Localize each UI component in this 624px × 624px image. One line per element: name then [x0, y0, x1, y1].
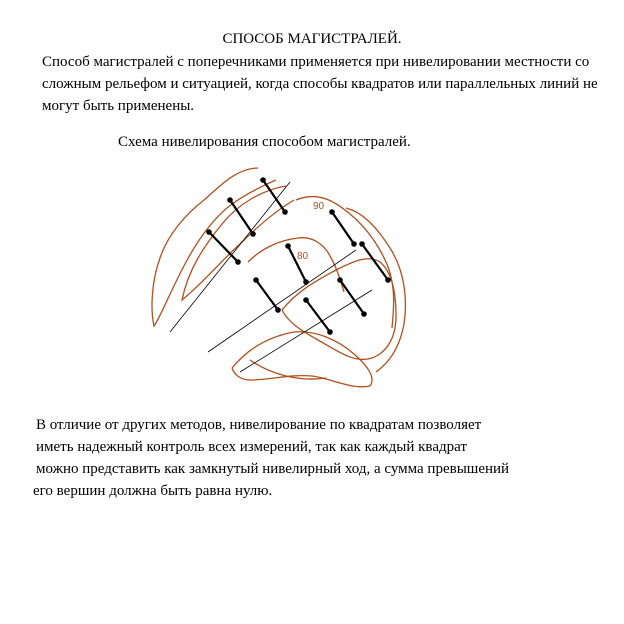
conclusion-paragraph — [33, 414, 621, 502]
contour-label-80: 80 — [297, 251, 309, 262]
main-traverse-1 — [170, 182, 290, 332]
contour-90 — [296, 197, 394, 328]
main-traverses — [170, 182, 372, 372]
conclusion-line-3: можно представить как замкнутый нивелирный ход, а сумма превышений — [36, 461, 510, 477]
main-traverse-2 — [208, 250, 356, 352]
intro-paragraph: Способ магистралей с поперечниками применяется при нивелировании местности со сложным рельефом и ситуацией, когда способы квадратов или параллельных линий не могут быть применены. — [42, 54, 598, 114]
cross-section — [362, 244, 388, 280]
cross-section — [263, 180, 285, 212]
cross-section — [332, 212, 354, 244]
contour-outer-left — [152, 168, 276, 326]
contour-label-90: 90 — [313, 201, 325, 212]
levelling-scheme-diagram — [150, 165, 420, 390]
page-title: СПОСОБ МАГИСТРАЛЕЙ. — [222, 31, 402, 47]
cross-section — [256, 280, 278, 310]
cross-section — [209, 232, 238, 262]
contour-outer-right — [346, 208, 405, 372]
contour-80 — [248, 238, 344, 292]
contour-inner-right — [282, 259, 396, 360]
cross-section — [306, 300, 330, 332]
conclusion-line-1: В отличие от других методов, нивелирование по квадратам позволяет — [36, 417, 482, 433]
conclusion-line-2: иметь надежный контроль всех измерений, так как каждый квадрат — [36, 439, 467, 455]
diagram-caption: Схема нивелирования способом магистралей. — [118, 134, 411, 150]
contour-lines — [152, 168, 405, 387]
conclusion-line-4: его вершин должна быть равна нулю. — [33, 483, 273, 499]
